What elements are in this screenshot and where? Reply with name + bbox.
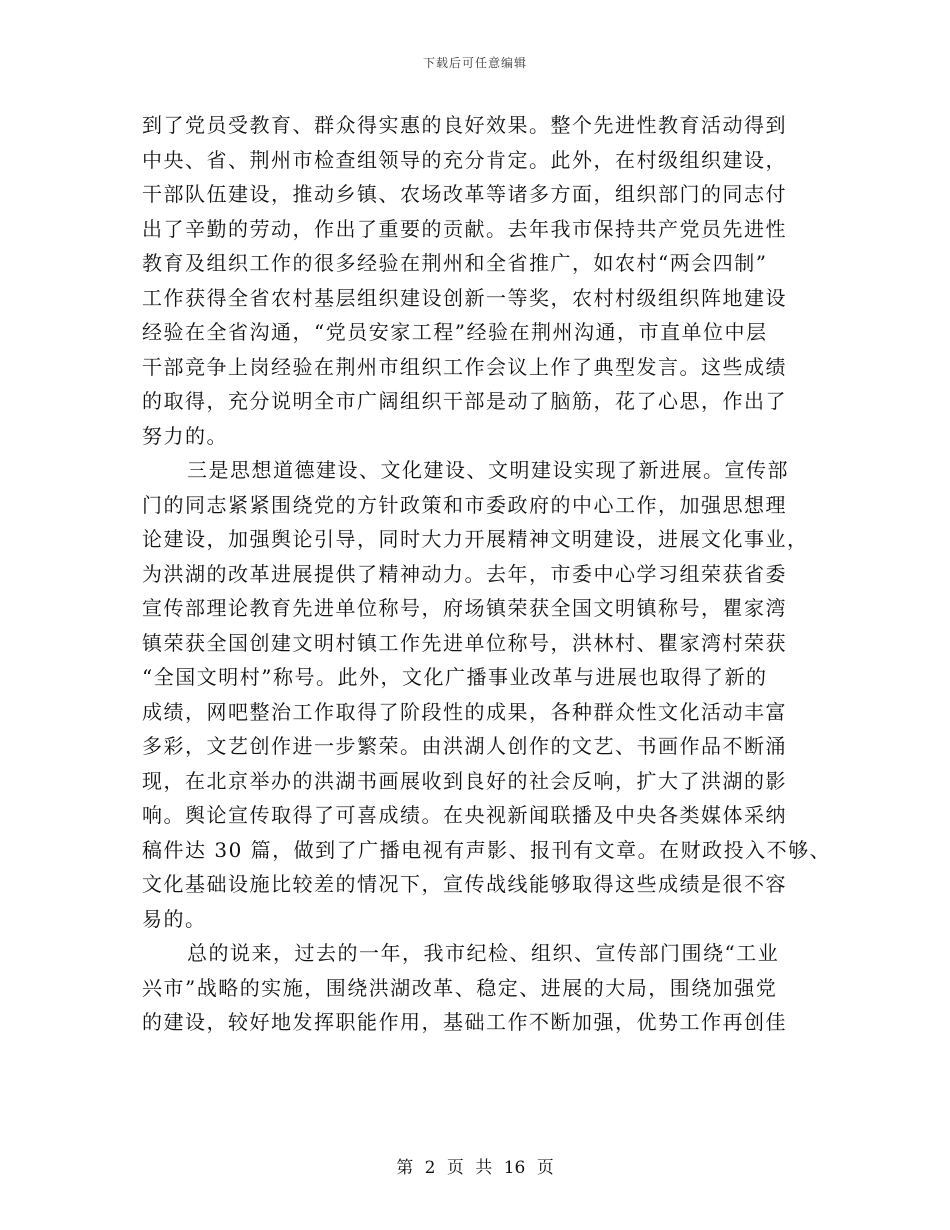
text-line: 兴市”战略的实施，围绕洪湖改革、稳定、进展的大局，围绕加强党 [142,975,778,1000]
text-line: 门的同志紧紧围绕党的方针政策和市委政府的中心工作，加强思想理 [142,492,787,517]
text-line: “全国文明村”称号。此外，文化广播事业改革与进展也取得了新的 [142,665,768,689]
text-line: 努力的。 [142,423,228,448]
text-line: 多彩，文艺创作进一步繁荣。由洪湖人创作的文艺、书画作品不断涌 [142,734,787,758]
text-line: 现，在北京举办的洪湖书画展收到良好的社会反响，扩大了洪湖的影 [142,768,787,793]
text-line: 稿件达 30 篇，做到了广播电视有声影、报刊有文章。在财政投入不够、 [142,837,832,862]
text-line: 文化基础设施比较差的情况下，宣传战线能够取得这些成绩是很不容 [142,872,787,896]
text-line: 的建设，较好地发挥职能作用，基础工作不断加强，优势工作再创佳 [142,1010,787,1034]
page-footer: 第 2 页 共 16 页 [396,1158,554,1178]
text-line: 教育及组织工作的很多经验在荆州和全省推广，如农村“两会四制” [142,251,768,275]
text-line: 论建设，加强舆论引导，同时大力开展精神文明建设，进展文化事业， [142,527,809,551]
text-line: 宣传部理论教育先进单位称号，府场镇荣获全国文明镇称号，瞿家湾 [142,596,787,620]
text-line: 的取得，充分说明全市广阔组织干部是动了脑筋，花了心思，作出了 [142,389,787,413]
text-line: 经验在全省沟通，“党员安家工程”经验在荆州沟通，市直单位中层 [142,320,768,344]
text-line: 出了辛勤的劳动，作出了重要的贡献。去年我市保持共产党员先进性 [142,216,787,241]
text-line: 为洪湖的改革进展提供了精神动力。去年，市委中心学习组荣获省委 [142,561,787,586]
text-line: 到了党员受教育、群众得实惠的良好效果。整个先进性教育活动得到 [142,113,787,137]
document-body [142,108,832,1040]
text-line: 干部竞争上岗经验在荆州市组织工作会议上作了典型发言。这些成绩 [142,354,787,379]
text-line: 工作获得全省农村基层组织建设创新一等奖，农村村级组织阵地建设 [142,285,787,310]
text-line: 响。舆论宣传取得了可喜成绩。在央视新闻联播及中央各类媒体采纳 [142,803,787,827]
page-header: 下载后可任意编辑 [422,56,527,70]
paragraph-start-line: 总的说来，过去的一年，我市纪检、组织、宣传部门围绕“工业 [187,941,780,965]
text-line: 易的。 [142,906,207,931]
paragraph-start-line: 三是思想道德建设、文化建设、文明建设实现了新进展。宣传部 [187,458,789,482]
text-line: 干部队伍建设，推动乡镇、农场改革等诸多方面，组织部门的同志付 [142,182,787,206]
text-line: 成绩，网吧整治工作取得了阶段性的成果，各种群众性文化活动丰富 [142,699,787,724]
text-line: 镇荣获全国创建文明村镇工作先进单位称号，洪林村、瞿家湾村荣获 [142,630,787,655]
text-line: 中央、省、荆州市检查组领导的充分肯定。此外，在村级组织建设， [142,147,787,172]
